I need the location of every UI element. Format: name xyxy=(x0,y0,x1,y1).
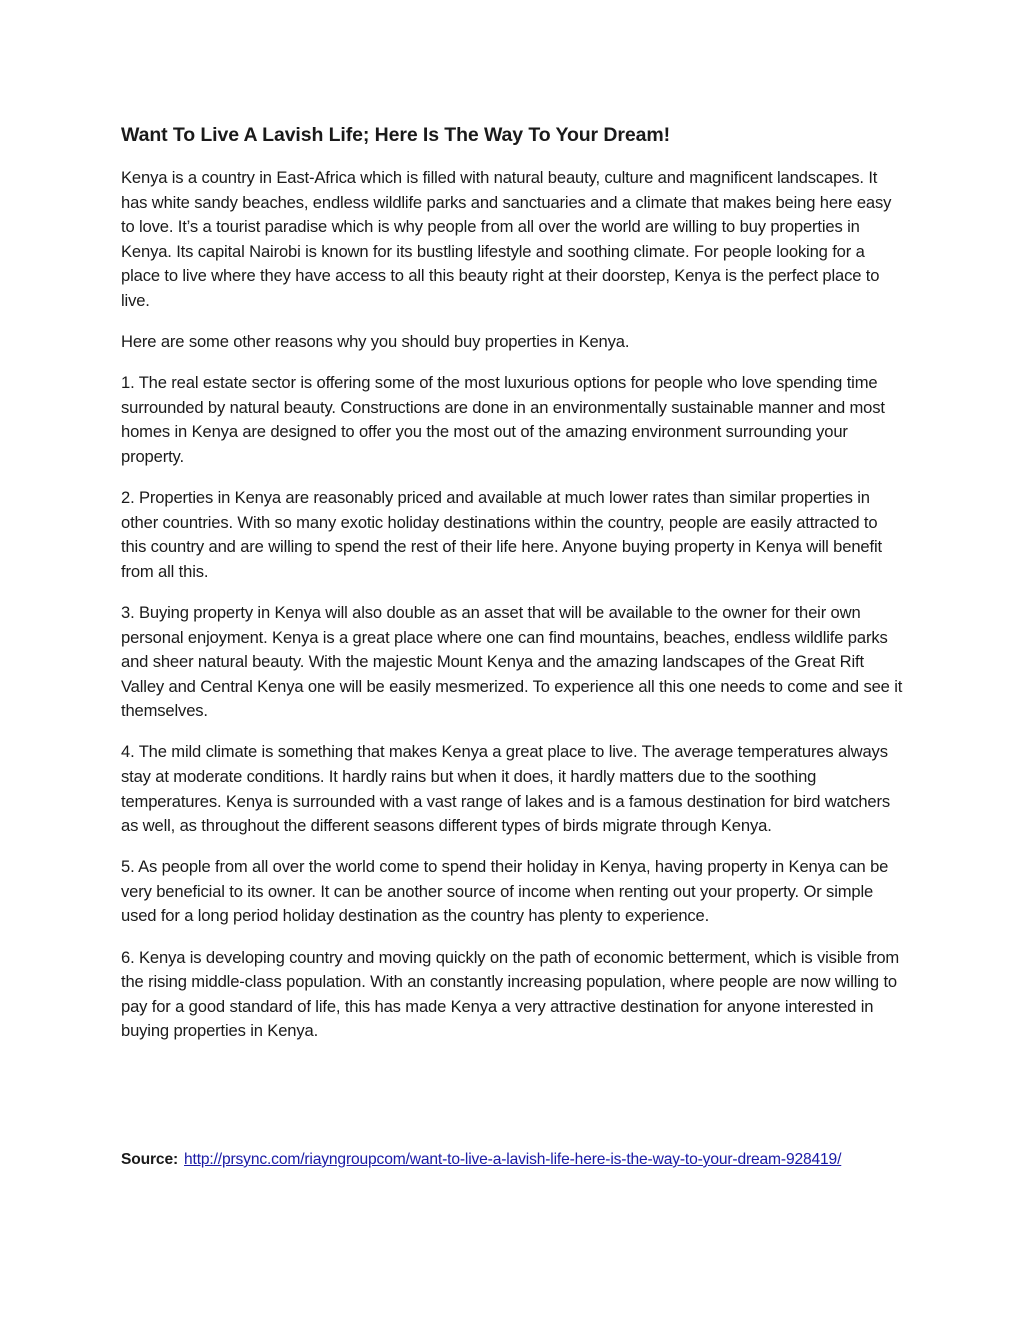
document-title: Want To Live A Lavish Life; Here Is The Way To Your Dream! xyxy=(121,124,670,146)
reason-paragraph-1: 1. The real estate sector is offering some of the most luxurious options for people who love spending time surrounded by natural beauty. Constructions are done in an environmentally sustainable manner and most homes in Kenya are designed to offer you the most out of the amazing environment surrounding your property. xyxy=(121,373,885,466)
source-line xyxy=(121,1148,903,1171)
reason-paragraph-6: 6. Kenya is developing country and moving quickly on the path of economic betterment, which is visible from the rising middle-class population. With an constantly increasing population, where people are now willing to pay for a good standard of life, this has made Kenya a very attractive destination for anyone interested in buying properties in Kenya. xyxy=(121,947,900,1041)
source-link[interactable]: http://prsync.com/riayngroupcom/want-to-live-a-lavish-life-here-is-the-way-to-your-dream-928419/ xyxy=(184,1151,842,1168)
intro-paragraph: Kenya is a country in East-Africa which is filled with natural beauty, culture and magnificent landscapes. It has white sandy beaches, endless wildlife parks and sanctuaries and a climate that makes being here easy to love. It’s a tourist paradise which is why people from all over the world are willing to buy properties in Kenya. Its capital Nairobi is known for its bustling lifestyle and soothing climate. For people looking for a place to live where they have access to all this beauty right at their doorstep, Kenya is the perfect place to live. xyxy=(121,168,892,310)
reason-paragraph-2: 2. Properties in Kenya are reasonably priced and available at much lower rates than similar properties in other countries. With so many exotic holiday destinations within the country, people are easily attracted to this country and are willing to spend the rest of their life here. Anyone buying property in Kenya will benefit from all this. xyxy=(121,488,882,581)
document-body xyxy=(121,122,903,1060)
reason-paragraph-3: 3. Buying property in Kenya will also double as an asset that will be available to the owner for their own personal enjoyment. Kenya is a great place where one can find mountains, beaches, endless wildlife parks and sheer natural beauty. With the majestic Mount Kenya and the amazing landscapes of the Great Rift Valley and Central Kenya one will be easily mesmerized. To experience all this one needs to come and see it themselves. xyxy=(121,602,903,721)
reason-paragraph-5: 5. As people from all over the world come to spend their holiday in Kenya, having property in Kenya can be very beneficial to its owner. It can be another source of income when renting out your property. Or simple used for a long period holiday destination as the country has plenty to experience. xyxy=(121,857,889,926)
reasons-lead-paragraph: Here are some other reasons why you should buy properties in Kenya. xyxy=(121,332,630,352)
source-label: Source: xyxy=(121,1151,179,1168)
reason-paragraph-4: 4. The mild climate is something that makes Kenya a great place to live. The average temperatures always stay at moderate conditions. It hardly rains but when it does, it hardly matters due to the soothing temperatures. Kenya is surrounded with a vast range of lakes and is a famous destination for bird watchers as well, as throughout the different seasons different types of birds migrate through Kenya. xyxy=(121,742,891,836)
